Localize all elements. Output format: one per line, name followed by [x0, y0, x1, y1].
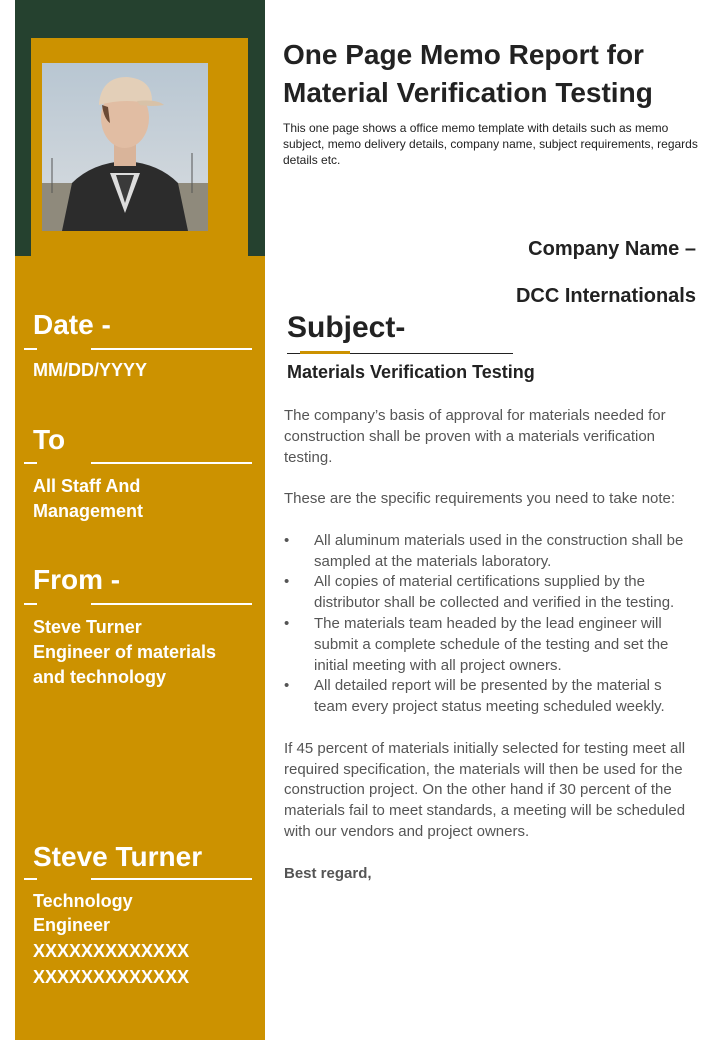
from-value-line3: and technology: [33, 667, 167, 687]
signature-placeholder-1: XXXXXXXXXXXXX: [33, 941, 190, 961]
to-heading: To: [33, 424, 66, 455]
company-label: Company Name –: [528, 238, 696, 260]
from-value-line2: Engineer of materials: [33, 642, 217, 662]
subject-divider-accent: [300, 351, 350, 354]
subject-value: Materials Verification Testing: [287, 362, 535, 382]
bullet-icon: •: [284, 531, 290, 549]
to-value-line1: All Staff And: [33, 476, 141, 496]
body-paragraph-1: The company’s basis of approval for materials needed for construction shall be proven with a materials verification testing.: [284, 407, 666, 466]
profile-photo: [42, 63, 208, 231]
to-value-line2: Management: [33, 501, 144, 521]
list-item: • All aluminum materials used in the construction shall be sampled at the materials laboratory.: [284, 531, 684, 570]
bullet-icon: •: [284, 573, 290, 591]
signature-placeholder-2: XXXXXXXXXXXXX: [33, 967, 190, 987]
page-subtitle: This one page shows a office memo template with details such as memo subject, memo delivery details, company name, subject requirements, regards details etc.: [283, 121, 698, 167]
signature-title-line1: Technology: [33, 891, 133, 911]
from-divider-accent: [37, 602, 91, 605]
bullet-icon: •: [284, 614, 290, 632]
signature-title-line2: Engineer: [33, 915, 111, 935]
from-heading: From -: [33, 564, 121, 595]
date-value: MM/DD/YYYY: [33, 360, 148, 380]
signature-divider-accent: [37, 877, 91, 880]
from-value: [33, 615, 216, 690]
signature-details: [33, 889, 189, 989]
from-value-line1: Steve Turner: [33, 617, 142, 637]
body-paragraph-2: These are the specific requirements you need to take note:: [284, 490, 676, 508]
signature-name: Steve Turner: [33, 841, 203, 872]
closing-regards: Best regard,: [284, 864, 372, 882]
page-title: One Page Memo Report for Material Verification Testing: [283, 39, 653, 108]
list-item: • The materials team headed by the lead engineer will submit a complete schedule of the testing and set the initial meeting with all project owners.: [284, 614, 669, 674]
subject-heading: Subject-: [287, 311, 406, 344]
memo-body: [284, 406, 694, 905]
to-value: [33, 474, 143, 524]
bullet-icon: •: [284, 677, 290, 695]
date-heading: Date -: [33, 309, 111, 340]
list-item: • All detailed report will be presented by the material s team every project status meeting scheduled weekly.: [284, 677, 665, 716]
requirements-list: [284, 531, 694, 718]
list-item: • All copies of material certifications supplied by the distributor shall be collected and verified in the testing.: [284, 573, 675, 612]
date-divider-accent: [37, 347, 91, 350]
body-paragraph-3: If 45 percent of materials initially selected for testing meet all required specification, the materials will then be used for the construction project. On the other hand if 30 percent of the materials fail to meet standards, a meeting will be scheduled with our vendors and project owners.: [284, 739, 686, 840]
company-name: DCC Internationals: [515, 285, 696, 307]
to-divider-accent: [37, 461, 91, 464]
